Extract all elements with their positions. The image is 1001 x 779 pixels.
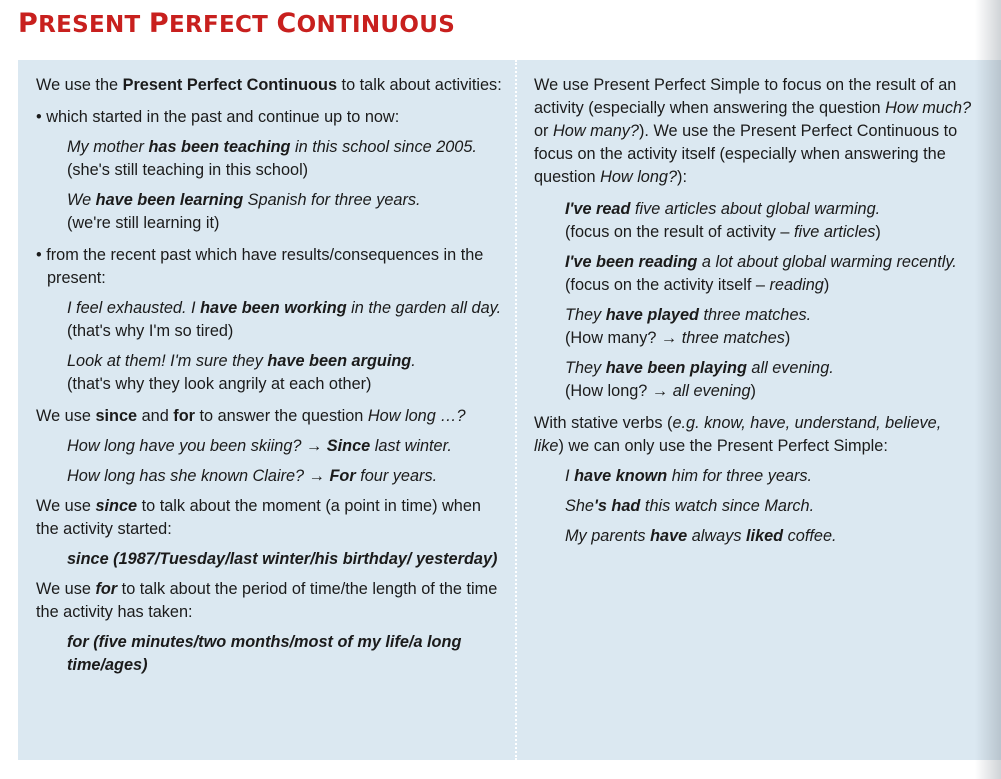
example-claire: How long has she known Claire? → For four years. — [67, 467, 438, 485]
bullet-recent-past: • from the recent past which have results/consequences in the present: — [36, 246, 484, 287]
page-edge-shadow — [975, 0, 1001, 779]
example-arguing: Look at them! I'm sure they have been arguing. (that's why they look angrily at each other) — [67, 352, 416, 393]
column-divider — [515, 60, 517, 760]
simple-vs-continuous-paragraph: We use Present Perfect Simple to focus on the result of an activity (especially when answering the question How much? or How many?). We use the Present Perfect Continuous to focus on the activity itself (especially when answering the question How long?): — [534, 76, 972, 186]
since-expressions: since (1987/Tuesday/last winter/his birthday/ yesterday) — [67, 550, 498, 568]
since-for-paragraph: We use since and for to answer the question How long …? — [36, 407, 466, 425]
example-learning-spanish: We have been learning Spanish for three years. (we're still learning it) — [67, 191, 421, 232]
for-usage-paragraph: We use for to talk about the period of time/the length of the time the activity has taken: — [36, 580, 498, 621]
example-liked-coffee: My parents have always liked coffee. — [565, 527, 837, 545]
right-column — [534, 74, 974, 548]
left-column — [36, 74, 508, 677]
example-been-playing: They have been playing all evening. (How long? → all evening) — [565, 359, 834, 400]
example-known-him: I have known him for three years. — [565, 467, 813, 485]
page-title: PRESENT PERFECT CONTINUOUS — [18, 8, 456, 39]
for-expressions: for (five minutes/two months/most of my life/a long time/ages) — [67, 633, 462, 674]
example-read-articles: I've read five articles about global warming. (focus on the result of activity – five articles) — [565, 200, 881, 241]
intro-paragraph: We use the Present Perfect Continuous to talk about activities: — [36, 76, 502, 94]
since-usage-paragraph: We use since to talk about the moment (a point in time) when the activity started: — [36, 497, 481, 538]
example-had-watch: She's had this watch since March. — [565, 497, 815, 515]
stative-verbs-paragraph: With stative verbs (e.g. know, have, understand, believe, like) we can only use the Present Perfect Simple: — [534, 414, 942, 455]
example-skiing: How long have you been skiing? → Since last winter. — [67, 437, 452, 455]
example-played-matches: They have played three matches. (How many? → three matches) — [565, 306, 812, 347]
bullet-started-in-past: • which started in the past and continue up to now: — [36, 108, 400, 126]
example-mother-teaching: My mother has been teaching in this school since 2005. (she's still teaching in this school) — [67, 138, 477, 179]
example-working-garden: I feel exhausted. I have been working in the garden all day. (that's why I'm so tired) — [67, 299, 502, 340]
example-been-reading: I've been reading a lot about global warming recently. (focus on the activity itself – reading) — [565, 253, 957, 294]
